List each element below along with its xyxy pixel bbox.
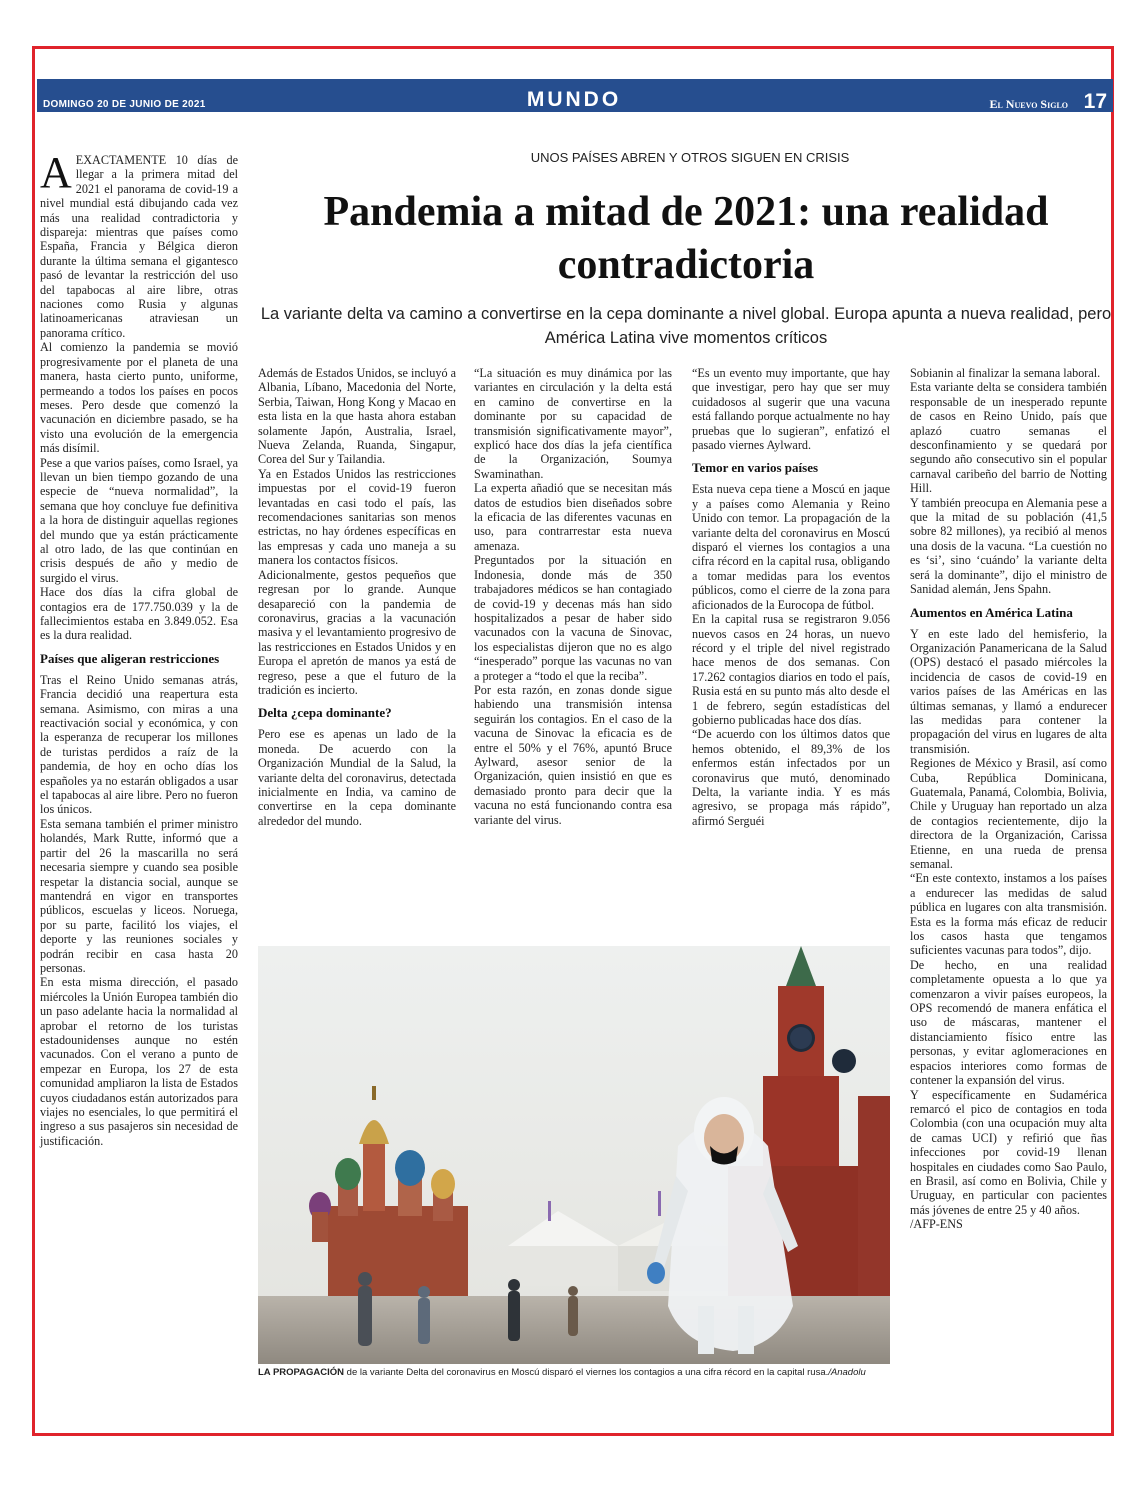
article-column-5: [910, 366, 1107, 1232]
body-paragraph: Al comienzo la pandemia se movió progresivamente por el planeta de una manera, hasta cierto punto, uniforme, permeando a todos los países en pocos meses. Pero desde que comenzó la vacunación en diciembre pasado, se ha visto una evolución de la emergencia más disímil.: [40, 340, 238, 456]
article-column-4: [692, 366, 890, 828]
body-paragraph: Hace dos días la cifra global de contagios era de 177.750.039 y la de fallecimientos estaba en 3.849.052. Esa es la dura realidad.: [40, 585, 238, 643]
body-paragraph: “Es un evento muy importante, que hay que investigar, pero hay que ser muy cuidadosos al sugerir que una vacuna está fallando porque actualmente no hay pruebas que lo sugieran”, enfatizó el pasado viernes Aylward.: [692, 366, 890, 453]
body-paragraph: La experta añadió que se necesitan más datos de estudios bien diseñados sobre la eficacia de las diferentes vacunas en uso, para contrarrestar esta nueva amenaza.: [474, 481, 672, 553]
body-paragraph: “La situación es muy dinámica por las variantes en circulación y la delta está en camino de convertirse en la dominante por su capacidad de transmisión significativamente mayor”, explicó hace dos días la jefa científica de la Organización, Soumya Swaminathan.: [474, 366, 672, 481]
lead-text: EXACTAMENTE 10 días de llegar a la primera mitad del 2021 el panorama de covid-19 a nivel mundial está dibujando cada vez más una realidad contradictoria y dispareja: mientras que países como España, Francia y Bélgica dieron durante la última semana el gigantesco pasó de levantar la restricción del uso del tapabocas al aire libre, otras naciones como Rusia y algunas latinoamericanas atraviesan un panorama crítico.: [40, 153, 238, 340]
article-headline: Pandemia a mitad de 2021: una realidad contradictoria: [323, 189, 1049, 288]
body-paragraph: Pero ese es apenas un lado de la moneda. De acuerdo con la Organización Mundial de la Salud, la variante delta del coronavirus, detectada inicialmente en India, va camino de convertirse en la cepa dominante alrededor del mundo.: [258, 727, 456, 828]
body-paragraph: Esta nueva cepa tiene a Moscú en jaque y a países como Alemania y Reino Unido con temor. La propagación de la variante delta del coronavirus en Moscú disparó el viernes los contagios a una cifra récord en la capital rusa, obligando a tomar medidas para los eventos públicos, como el cierre de la zona para aficionados de la Eurocopa de fútbol.: [692, 482, 890, 612]
body-paragraph: Y en este lado del hemisferio, la Organización Panamericana de la Salud (OPS) destacó el pasado miércoles la incidencia de casos de covid-19 en varios países de las Américas en las últimas semanas, y llamó a endurecer las medidas para contener la propagación del virus en lugares de alta transmisión.: [910, 626, 1107, 756]
body-paragraph: Y específicamente en Sudamérica remarcó el pico de contagios en toda Colombia (con una ocupación muy alta de camas UCI) y refirió que ñas infecciones por covid-19 llenan hospitales en ciudades como Sao Paulo, en Brasil, así como en Bolivia, Chile y Uruguay, en particular con pacientes más jóvenes de entre 25 y 40 años.: [910, 1087, 1107, 1217]
lead-paragraph: [40, 148, 238, 340]
newspaper-name: El Nuevo Siglo: [989, 97, 1068, 111]
subheading: Temor en varios países: [692, 460, 819, 476]
caption-lead: LA PROPAGACIÓN: [258, 1367, 345, 1378]
body-paragraph: “En este contexto, instamos a los países a endurecer las medidas de salud pública en lugares con alta transmisión. Esta es la forma más eficaz de reducir los casos hasta que tengamos suficientes vacunas para todos”, dijo.: [910, 871, 1107, 958]
drop-cap: A: [40, 148, 72, 197]
article-photo: [258, 946, 890, 1364]
body-paragraph: De hecho, en una realidad completamente opuesta a lo que ya comenzaron a vivir países europeos, la OPS recomendó de manera enfática el uso de máscaras, mantener el distanciamiento físico entre las personas, y evitar aglomeraciones en espacios interiores como formas de contener la expansión del virus.: [910, 957, 1107, 1088]
subheading: Países que aligeran restricciones: [40, 650, 220, 666]
photo-caption: [258, 1367, 890, 1379]
article-signoff: /AFP-ENS: [910, 1217, 963, 1232]
body-paragraph: Además de Estados Unidos, se incluyó a Albania, Líbano, Macedonia del Norte, Serbia, Taiwan, Hong Kong y Macao en esta lista en la que hasta ahora estaban solamente Japón, Australia, Israel, Nueva Zelanda, Ruanda, Singapur, Corea del Sur y Tailandia.: [258, 366, 457, 467]
body-paragraph: Regiones de México y Brasil, así como Cuba, República Dominicana, Guatemala, Panamá, Colombia, Bolivia, Chile y Uruguay han reportado un alza de contagios recientemente, dijo la directora de la Organización, Carissa Etienne, en una rueda de prensa semanal.: [910, 756, 1107, 871]
body-paragraph: Esta variante delta se considera también responsable de un inesperado repunte de casos en Reino Unido, país que aplazó cuatro semanas el desconfinamiento y se quedará por segundo año consecutivo sin el popular carnaval caribeño del barrio de Notting Hill.: [910, 380, 1107, 496]
photo-credit: /Anadolu: [828, 1367, 866, 1378]
article-column-3: [474, 366, 672, 827]
article-deck: La variante delta va camino a convertirse en la cepa dominante a nivel global. Europa apunta a nueva realidad, pero América Latina vive momentos críticos: [260, 305, 1112, 347]
section-title: MUNDO: [526, 88, 622, 111]
body-paragraph: Ya en Estados Unidos las restricciones impuestas por el covid-19 fueron levantadas en casi todo el país, las recomendaciones sanitarias son menos estrictas, no hay órdenes específicas en las empresas y cada uno maneja a su manera los contactos físicos.: [258, 466, 456, 568]
article-column-2: [258, 366, 456, 828]
body-paragraph: Tras el Reino Unido semanas atrás, Francia decidió una reapertura esta semana. Asimismo, con miras a una reactivación social y económica, y con la esperanza de recuperar los millones de turistas perdidos a raíz de la pandemia, de hoy en ocho días los españoles ya no estarán obligados a usar el tapabocas al aire libre. Pero no fueron los únicos.: [40, 672, 238, 817]
page-number: 17: [1083, 90, 1107, 113]
article-kicker: UNOS PAÍSES ABREN Y OTROS SIGUEN EN CRISIS: [530, 150, 850, 165]
body-paragraph: En esta misma dirección, el pasado miércoles la Unión Europea también dio un paso adelante hacia la normalidad al aprobar el retorno de los turistas estadounidenses aunque no estén vacunados. Con el verano a punto de empezar en Europa, los 27 de esta comunidad ampliaron la lista de Estados cuyos ciudadanos están autorizados para viajes no esenciales, lo que permitirá el ingreso a sus pasajeros sin necesidad de justificación.: [40, 975, 238, 1148]
caption-text: de la variante Delta del coronavirus en Moscú disparó el viernes los contagios a una cifra récord en la capital rusa.: [344, 1367, 829, 1378]
body-paragraph: En la capital rusa se registraron 9.056 nuevos casos en 24 horas, un nuevo récord y el triple del nivel registrado hace menos de dos semanas. Con 17.262 contagios diarios en todo el país, Rusia está en su punto más alto desde el 1 de febrero, según estadísticas del gobierno publicadas hace dos días.: [692, 612, 890, 727]
issue-date: DOMINGO 20 DE JUNIO DE 2021: [43, 99, 206, 110]
body-paragraph: “De acuerdo con los últimos datos que hemos obtenido, el 89,3% de los enfermos están infectados por un coronavirus que mutó, denominado Delta, la variante india. Y es más agresivo, se propaga más rápido”, afirmó Serguéi: [692, 727, 890, 828]
body-paragraph: Sobianin al finalizar la semana laboral.: [910, 366, 1101, 380]
moscow-red-square-illustration: [258, 946, 890, 1364]
body-paragraph: Adicionalmente, gestos pequeños que regresan por lo grande. Aunque desapareció con la pandemia de coronavirus, gracias a la vacunación masiva y el levantamiento progresivo de las restricciones en Estados Unidos y en Europa el apretón de manos ya está de regreso, pese a que el futuro de la tradición es incierto.: [258, 567, 456, 697]
body-paragraph: Preguntados por la situación en Indonesia, donde más de 350 trabajadores médicos se han contagiado de covid-19 y decenas más han sido hospitalizados a pesar de haber sido vacunados con la vacuna de Sinovac, los especialistas dijeron que no es algo “inesperado” porque las vacunas no van a proteger a “todo el que la reciba”.: [474, 553, 672, 683]
article-column-1: [40, 148, 238, 1148]
body-paragraph: Por esta razón, en zonas donde sigue habiendo una transmisión intensa seguirán los contagios. En el caso de la vacuna de Sinovac la eficacia es de entre el 50% y el 76%, apuntó Bruce Aylward, asesor senior de la Organización, quien insistió en que es demasiado pronto para decir que la vacuna no está funcionando contra esa variante del virus.: [474, 682, 672, 827]
body-paragraph: Y también preocupa en Alemania pese a que la mitad de su población (41,5 sobre 82 millones), ya recibió al menos una dosis de la vacuna. “La cuestión no es ‘si’, sino ‘cuándo’ la variante delta será la dominante”, dijo el ministro de Sanidad alemán, Jens Spahn.: [910, 495, 1107, 597]
subheading: Aumentos en América Latina: [910, 604, 1073, 620]
body-paragraph: Pese a que varios países, como Israel, ya llevan un bien tiempo gozando de una especie de “nueva normalidad”, la semana que hoy concluye fue definitiva a la hora de distinguir aquellas regiones del mundo que ya están prácticamente al otro lado, de las que continúan en crisis después de año y medio de surgido el virus.: [40, 455, 238, 585]
body-paragraph: Esta semana también el primer ministro holandés, Mark Rutte, informó que a partir del 26 la mascarilla no será necesaria siempre y cuando sea posible respetar la distancia social, aunque se mantendrá en vigor en transportes públicos, escuelas y liceos. Noruega, por su parte, facilitó los viajes, el deporte y las reuniones sociales y podrán recibir en casa hasta 20 personas.: [40, 816, 238, 975]
subheading: Delta ¿cepa dominante?: [258, 705, 392, 721]
